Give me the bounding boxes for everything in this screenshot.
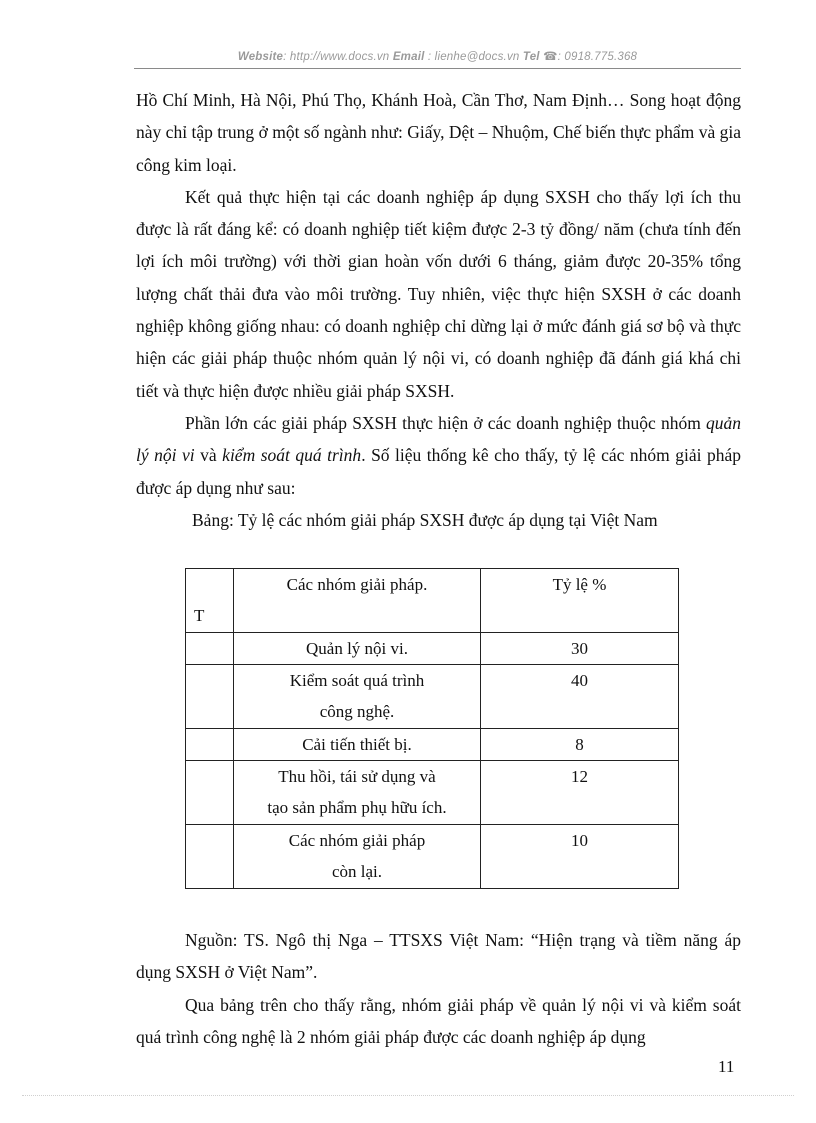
table-row [186,729,679,761]
group-cell [234,729,481,761]
group-cell [234,761,481,825]
table-row [186,665,679,729]
stt-cell [186,729,234,761]
website-value: : http://www.docs.vn [283,51,393,63]
ratio-cell: 10 [481,825,679,889]
group-name: Thu hồi, tái sử dụng và [278,767,436,786]
group-name: Các nhóm giải pháp [288,831,426,850]
stt-cell [186,665,234,729]
p3-emphasis-process-control: kiểm soát quá trình [222,445,362,466]
p3-text-a: Phần lớn các giải pháp SXSH thực hiện ở các doanh nghiệp thuộc nhóm [185,412,706,433]
group-name-cont: tạo sản phẩm phụ hữu ích. [267,798,447,817]
solution-ratio-table [185,568,679,889]
group-header-label: Các nhóm giải pháp. [286,575,428,594]
p3-emphasis-internal-management: quản lý nội vi [136,412,741,466]
group-name: Cải tiến thiết bị. [302,735,412,754]
table-row [186,761,679,825]
page-number: 11 [718,1057,735,1076]
p3-text-b: và [194,445,223,466]
stt-cell [186,633,234,665]
stt-header-label: T [194,606,205,625]
table-row [186,825,679,889]
paragraph-1: Hồ Chí Minh, Hà Nội, Phú Thọ, Khánh Hoà, Cần Thơ, Nam Định… Song hoạt động này chỉ tập trung ở một số ngành như: Giấy, Dệt – Nhuộm, Chế biến thực phẩm và gia công kim loại. [136,90,741,175]
ratio-cell: 40 [481,665,679,729]
source-note: Nguồn: TS. Ngô thị Nga – TTSXS Việt Nam: “Hiện trạng và tiềm năng áp dụng SXSH ở Việt Nam”. [136,930,741,983]
ratio-header-label: Tỷ lệ % [552,575,607,594]
page-header [134,49,741,63]
paragraph-2: Kết quả thực hiện tại các doanh nghiệp áp dụng SXSH cho thấy lợi ích thu được là rất đáng kể: có doanh nghiệp tiết kiệm được 2-3 tỷ đồng/ năm (chưa tính đến lợi ích môi trường) với thời gian hoàn vốn dưới 6 tháng, giảm được 20-35% tổng lượng chất thải đưa vào môi trường. Tuy nhiên, việc thực hiện SXSH ở các doanh nghiệp không giống nhau: có doanh nghiệp chỉ dừng lại ở mức đánh giá sơ bộ và thực hiện các giải pháp thuộc nhóm quản lý nội vi, có doanh nghiệp đã đánh giá khá chi tiết và thực hiện được nhiều giải pháp SXSH. [136,186,741,401]
email-value: : lienhe@docs.vn [424,51,523,63]
email-label: Email [392,51,425,63]
table-header-row [186,569,679,633]
group-cell [234,665,481,729]
group-cell [234,825,481,889]
group-name: Kiểm soát quá trình [289,671,425,690]
footer-divider [22,1095,794,1096]
header-divider [134,68,741,69]
table-row [186,633,679,665]
document-body [136,84,741,536]
paragraph-3 [136,407,741,504]
group-name-cont: công nghệ. [319,702,395,721]
group-cell [234,633,481,665]
ratio-cell: 30 [481,633,679,665]
stt-cell [186,761,234,825]
source-and-conclusion [136,924,741,1053]
stt-cell [186,825,234,889]
tel-label: Tel [522,51,540,63]
ratio-cell: 8 [481,729,679,761]
ratio-header [481,569,679,633]
group-name-cont: còn lại. [331,862,383,881]
group-header [234,569,481,633]
p3-text-c: . Số liệu thống kê cho thấy, tỷ lệ các nhóm giải pháp được áp dụng như sau: [136,445,742,498]
ratio-cell: 12 [481,761,679,825]
paragraph-4: Qua bảng trên cho thấy rằng, nhóm giải pháp về quản lý nội vi và kiểm soát quá trình công nghệ là 2 nhóm giải pháp được các doanh nghiệp áp dụng [136,994,741,1047]
group-name: Quản lý nội vi. [306,639,408,658]
tel-value: ☎: 0918.775.368 [539,51,638,63]
table-caption: Bảng: Tỷ lệ các nhóm giải pháp SXSH được áp dụng tại Việt Nam [192,509,658,530]
stt-header [186,569,234,633]
website-label: Website [237,51,284,63]
